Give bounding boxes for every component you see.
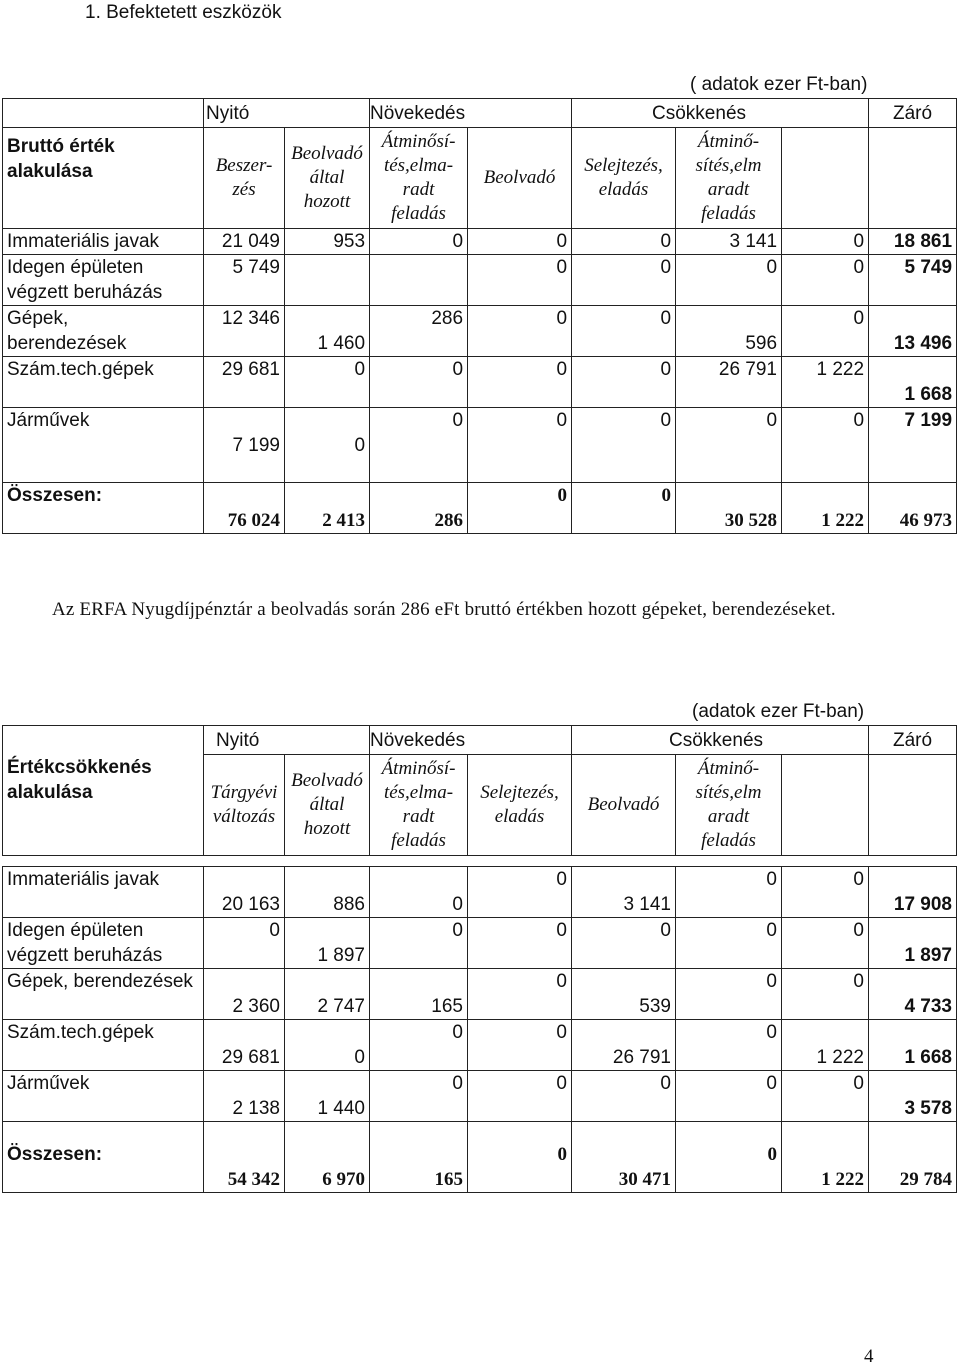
col-atminosites-2: Átminő- sítés,elm aradt feladás: [676, 755, 782, 856]
col-selejtezes: Selejtezés, eladás: [468, 755, 572, 856]
row-title: Bruttó érték alakulása: [3, 128, 204, 229]
table-row: Idegen épületen végzett beruházás 0 1 897 0 0 0 0 0 1 897: [3, 918, 957, 969]
total-row: Összesen: 54 342 6 970 165 0 30 471 0 1 222 29 784: [3, 1122, 957, 1193]
table-row: Gépek, berendezések 2 360 2 747 165 0 539 0 0 4 733: [3, 969, 957, 1020]
total-row: Összesen: 76 024 2 413 286 0 0 30 528 1 222 46 973: [3, 483, 957, 534]
section-heading: 1. Befektetett eszközök: [85, 2, 282, 23]
table2-unit-note: (adatok ezer Ft-ban): [692, 701, 865, 722]
col-atminosites-1: Átminősí- tés,elma- radt feladás: [370, 128, 468, 229]
group-zaro: Záró: [869, 99, 957, 128]
col-beolvado: Beolvadó: [572, 755, 676, 856]
group-nyito: Nyitó: [204, 726, 370, 755]
table-row: Idegen épületen végzett beruházás 5 749 0 0 0 0 5 749: [3, 255, 957, 306]
table-row: Immateriális javak 21 049 953 0 0 0 3 141 0 18 861: [3, 229, 957, 255]
col-beolvado: Beolvadó: [468, 128, 572, 229]
table-row: Járművek 2 138 1 440 0 0 0 0 0 3 578: [3, 1071, 957, 1122]
group-novekedes: Növekedés: [370, 726, 572, 755]
group-nyito: Nyitó: [204, 99, 370, 128]
depreciation-table-body: [2, 866, 957, 1193]
col-beszerzes: Beszer- zés: [204, 128, 285, 229]
group-csokkenes: Csökkenés: [572, 726, 869, 755]
table-row: Szám.tech.gépek 29 681 0 0 0 26 791 0 1 222 1 668: [3, 1020, 957, 1071]
group-novekedes: Növekedés: [370, 99, 572, 128]
col-beolvado-altal-hozott: Beolvadó által hozott: [285, 128, 370, 229]
note-paragraph: Az ERFA Nyugdíjpénztár a beolvadás során 286 eFt bruttó értékben hozott gépeket, berendezéseket.: [52, 599, 836, 620]
col-atminosites-2: Átminő- sítés,elm aradt feladás: [676, 128, 782, 229]
table1-unit-note: ( adatok ezer Ft-ban): [690, 74, 868, 95]
table-row: Járművek 7 199 0 0 0 0 0 0 7 199: [3, 408, 957, 483]
gross-value-table: [2, 98, 957, 534]
depreciation-table: [2, 725, 957, 856]
table-row: Szám.tech.gépek 29 681 0 0 0 0 26 791 1 222 1 668: [3, 357, 957, 408]
col-targyevi-valtozas: Tárgyévi változás: [204, 755, 285, 856]
group-csokkenes: Csökkenés: [572, 99, 869, 128]
group-zaro: Záró: [869, 726, 957, 755]
table-row: Immateriális javak 20 163 886 0 0 3 141 0 0 17 908: [3, 867, 957, 918]
col-selejtezes: Selejtezés, eladás: [572, 128, 676, 229]
col-atminosites-1: Átminősí- tés,elma- radt feladás: [370, 755, 468, 856]
table-row: Gépek, berendezések 12 346 1 460 286 0 0 596 0 13 496: [3, 306, 957, 357]
col-beolvado-altal-hozott: Beolvadó által hozott: [285, 755, 370, 856]
row-title: Értékcsökkenés alakulása: [3, 755, 204, 856]
page-number: 4: [864, 1346, 874, 1367]
